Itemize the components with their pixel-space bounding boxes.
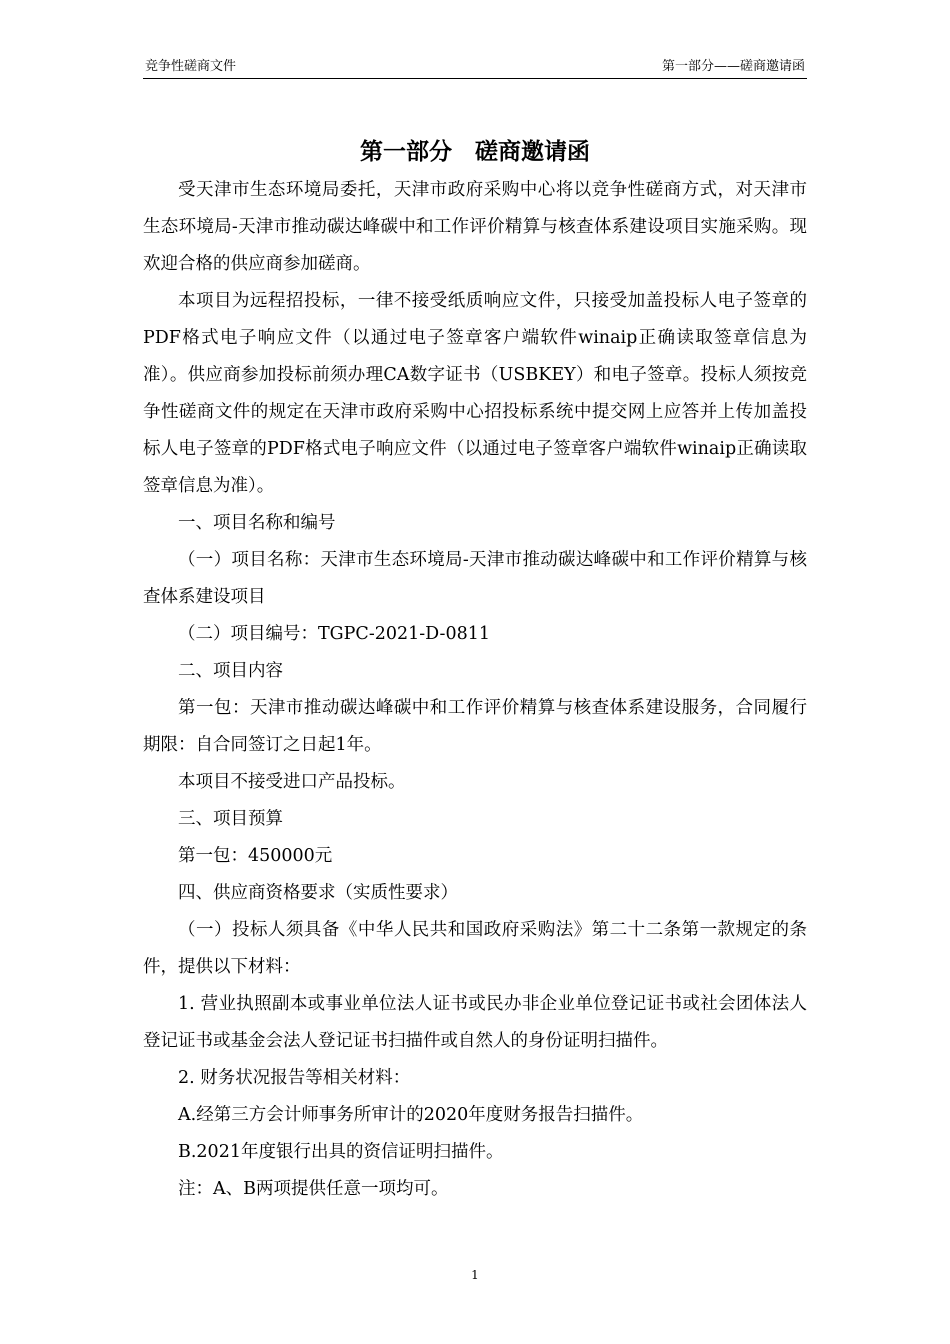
- paragraph-item-bank-credit: B.2021年度银行出具的资信证明扫描件。: [178, 1142, 504, 1162]
- section-heading-project-name: 一、项目名称和编号: [178, 513, 336, 533]
- header-section-title: 第一部分——磋商邀请函: [661, 59, 805, 74]
- paragraph-package-one: 第一包：天津市推动碳达峰碳中和工作评价精算与核查体系建设服务，合同履行期限：自合同签订之日起1年。: [143, 698, 807, 755]
- page-number: 1: [471, 1268, 479, 1282]
- paragraph-no-imports: 本项目不接受进口产品投标。: [178, 772, 406, 792]
- paragraph-item-audit-report: A.经第三方会计师事务所审计的2020年度财务报告扫描件。: [178, 1105, 644, 1125]
- paragraph-intro: 受天津市生态环境局委托，天津市政府采购中心将以竞争性磋商方式，对天津市生态环境局-天津市推动碳达峰碳中和工作评价精算与核查体系建设项目实施采购。现欢迎合格的供应商参加磋商。: [143, 180, 807, 274]
- paragraph-budget: 第一包：450000元: [178, 846, 333, 866]
- section-heading-budget: 三、项目预算: [178, 809, 283, 829]
- paragraph-remote-bidding: 本项目为远程招投标，一律不接受纸质响应文件，只接受加盖投标人电子签章的PDF格式电子响应文件（以通过电子签章客户端软件winaip正确读取签章信息为准）。供应商参加投标前须办理CA数字证书（USBKEY）和电子签章。投标人须按竞争性磋商文件的规定在天津市政府采购中心招投标系统中提交网上应答并上传加盖投标人电子签章的PDF格式电子响应文件（以通过电子签章客户端软件winaip正确读取签章信息为准）。: [143, 291, 807, 496]
- paragraph-item-financial: 2. 财务状况报告等相关材料：: [178, 1068, 411, 1088]
- paragraph-qualification-law: （一）投标人须具备《中华人民共和国政府采购法》第二十二条第一款规定的条件，提供以下材料：: [143, 920, 807, 977]
- paragraph-project-number: （二）项目编号：TGPC-2021-D-0811: [178, 624, 490, 644]
- paragraph-project-name: （一）项目名称：天津市生态环境局-天津市推动碳达峰碳中和工作评价精算与核查体系建设项目: [143, 550, 807, 607]
- page-header: [143, 58, 807, 79]
- section-heading-qualifications: 四、供应商资格要求（实质性要求）: [178, 883, 458, 903]
- page-title: 第一部分 磋商邀请函: [360, 138, 590, 165]
- section-heading-project-content: 二、项目内容: [178, 661, 283, 681]
- header-document-title: 竞争性磋商文件: [145, 59, 237, 74]
- paragraph-item-license: 1. 营业执照副本或事业单位法人证书或民办非企业单位登记证书或社会团体法人登记证书或基金会法人登记证书扫描件或自然人的身份证明扫描件。: [143, 994, 807, 1051]
- paragraph-note: 注：A、B两项提供任意一项均可。: [178, 1179, 449, 1199]
- document-body: [143, 172, 807, 1208]
